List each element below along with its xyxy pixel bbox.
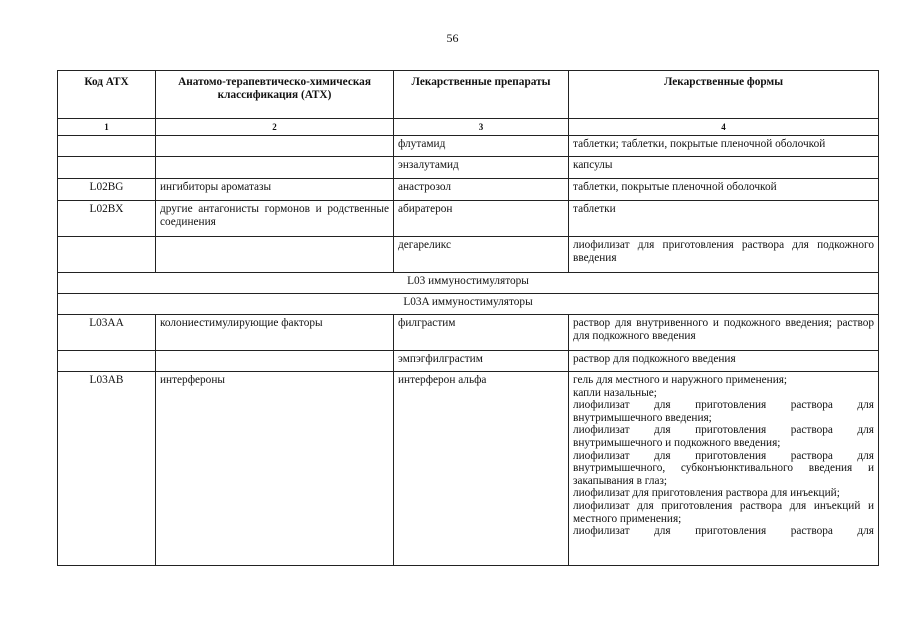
section-title-l03a: L03A иммуностимуляторы bbox=[58, 294, 879, 315]
atc-class: интерфероны bbox=[156, 372, 394, 566]
section-title-l03: L03 иммуностимуляторы bbox=[58, 273, 879, 294]
section-row bbox=[58, 273, 879, 294]
header-drugs: Лекарственные препараты bbox=[394, 71, 569, 119]
column-number-row bbox=[58, 119, 879, 136]
atc-class: другие антагонисты гормонов и родственные соединения bbox=[156, 201, 394, 237]
header-code: Код АТХ bbox=[58, 71, 156, 119]
drug-form-item: лиофилизат для приготовления раствора для инъекций и местного применения; bbox=[573, 499, 874, 525]
drug-name: абиратерон bbox=[394, 201, 569, 237]
header-forms: Лекарственные формы bbox=[569, 71, 879, 119]
atc-class bbox=[156, 351, 394, 372]
atc-class: ингибиторы ароматазы bbox=[156, 179, 394, 201]
atc-code: L03AA bbox=[58, 315, 156, 351]
drug-name: эмпэгфилграстим bbox=[394, 351, 569, 372]
drug-form: раствор для внутривенного и подкожного введения; раствор для подкожного введения bbox=[569, 315, 879, 351]
atc-code bbox=[58, 351, 156, 372]
table-header-row bbox=[58, 71, 879, 119]
atc-code: L02BX bbox=[58, 201, 156, 237]
table-row bbox=[58, 237, 879, 273]
drug-form-item: лиофилизат для приготовления раствора для bbox=[573, 525, 874, 538]
drug-form-item: гель для местного и наружного применения; bbox=[573, 374, 788, 386]
atc-code: L02BG bbox=[58, 179, 156, 201]
drug-name: филграстим bbox=[394, 315, 569, 351]
atc-code bbox=[58, 237, 156, 273]
header-classification: Анатомо-терапевтическо-химическая классификация (АТХ) bbox=[156, 71, 394, 119]
section-row bbox=[58, 294, 879, 315]
drug-form: капсулы bbox=[569, 157, 879, 179]
atc-code bbox=[58, 157, 156, 179]
page-number: 56 bbox=[446, 31, 459, 45]
atc-class bbox=[156, 157, 394, 179]
atc-code bbox=[58, 136, 156, 157]
drug-form-item: капли назальные; bbox=[573, 386, 657, 399]
drug-form-item: лиофилизат для приготовления раствора для инъекций; bbox=[573, 487, 840, 500]
column-number: 1 bbox=[58, 119, 156, 136]
drug-form: таблетки, покрытые пленочной оболочкой bbox=[569, 179, 879, 201]
table-row bbox=[58, 179, 879, 201]
drug-name: энзалутамид bbox=[394, 157, 569, 179]
drug-name: анастрозол bbox=[394, 179, 569, 201]
drug-form-item: лиофилизат для приготовления раствора для внутримышечного введения; bbox=[573, 399, 874, 424]
atc-class bbox=[156, 237, 394, 273]
atc-class: колониестимулирующие факторы bbox=[156, 315, 394, 351]
table-row bbox=[58, 351, 879, 372]
atc-class bbox=[156, 136, 394, 157]
drug-name: дегареликс bbox=[394, 237, 569, 273]
drug-form-list bbox=[569, 372, 879, 566]
drug-name: интерферон альфа bbox=[394, 372, 569, 566]
table-row bbox=[58, 201, 879, 237]
column-number: 4 bbox=[569, 119, 879, 136]
atc-table bbox=[57, 70, 879, 566]
drug-form: раствор для подкожного введения bbox=[569, 351, 879, 372]
table-row bbox=[58, 136, 879, 157]
drug-form: лиофилизат для приготовления раствора для подкожного введения bbox=[569, 237, 879, 273]
table-row bbox=[58, 157, 879, 179]
drug-form: таблетки; таблетки, покрытые пленочной оболочкой bbox=[569, 136, 879, 157]
table-row bbox=[58, 315, 879, 351]
column-number: 2 bbox=[156, 119, 394, 136]
column-number: 3 bbox=[394, 119, 569, 136]
atc-code: L03AB bbox=[58, 372, 156, 566]
drug-form-item: лиофилизат для приготовления раствора для внутримышечного, субконъюнктивального введения и закапывания в глаз; bbox=[573, 449, 874, 487]
drug-name: флутамид bbox=[394, 136, 569, 157]
drug-form-item: лиофилизат для приготовления раствора для внутримышечного и подкожного введения; bbox=[573, 424, 874, 449]
table-row bbox=[58, 372, 879, 566]
drug-form: таблетки bbox=[569, 201, 879, 237]
